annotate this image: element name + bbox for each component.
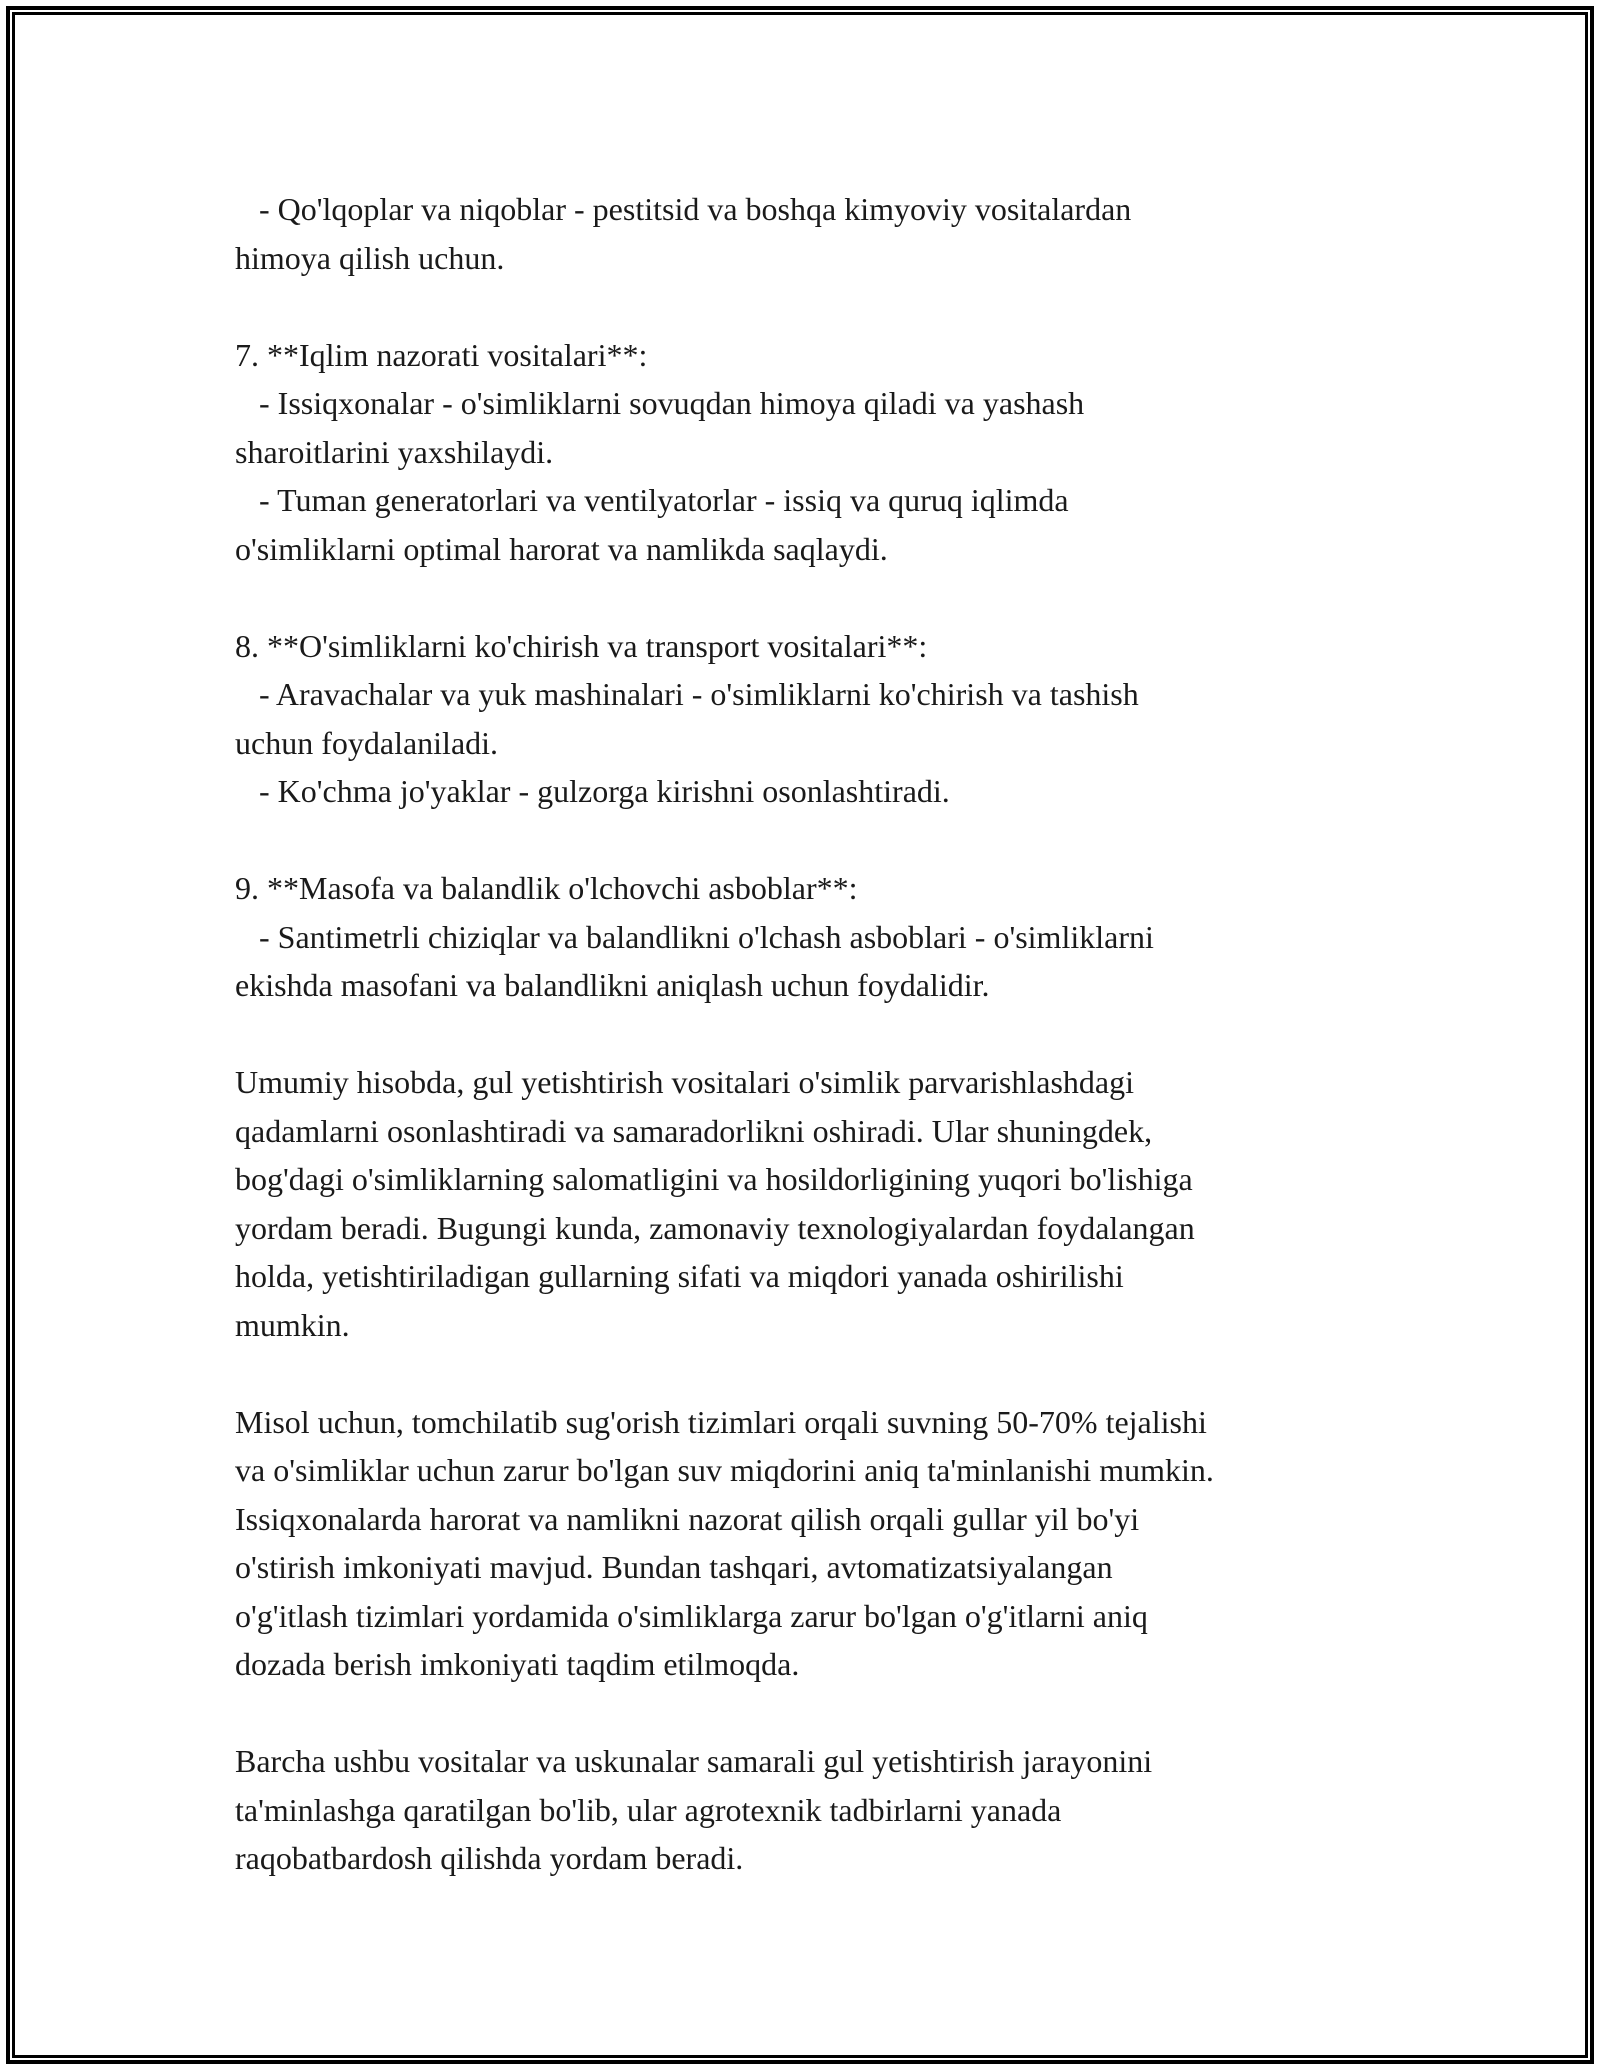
text-block — [235, 185, 1415, 282]
text-block — [235, 1058, 1415, 1349]
text-line: dozada berish imkoniyati taqdim etilmoqda. — [235, 1646, 800, 1682]
text-line: - Ko'chma jo'yaklar - gulzorga kirishni osonlashtiradi. — [235, 773, 950, 809]
text-line: ekishda masofani va balandlikni aniqlash uchun foydalidir. — [235, 967, 990, 1003]
text-line: uchun foydalaniladi. — [235, 724, 499, 761]
text-line: o'simliklarni optimal harorat va namlikda saqlaydi. — [235, 530, 888, 567]
text-line: Umumiy hisobda, gul yetishtirish vositalari o'simlik parvarishlashdagi — [235, 1064, 1134, 1100]
text-line: o'g'itlash tizimlari yordamida o'simliklarga zarur bo'lgan o'g'itlarni aniq — [235, 1597, 1148, 1634]
text-line: holda, yetishtiriladigan gullarning sifati va miqdori yanada oshirilishi — [235, 1258, 1124, 1294]
text-line: - Aravachalar va yuk mashinalari - o'simliklarni ko'chirish va tashish — [235, 676, 1139, 712]
text-line: - Tuman generatorlari va ventilyatorlar - issiq va quruq iqlimda — [235, 482, 1069, 518]
text-line: 8. **O'simliklarni ko'chirish va transport vositalari**: — [235, 627, 928, 664]
text-block — [235, 1737, 1415, 1883]
text-block — [235, 622, 1415, 816]
text-line: mumkin. — [235, 1306, 350, 1343]
text-line: himoya qilish uchun. — [235, 239, 505, 276]
text-line: Misol uchun, tomchilatib sug'orish tizimlari orqali suvning 50-70% tejalishi — [235, 1403, 1207, 1440]
text-line: sharoitlarini yaxshilaydi. — [235, 433, 554, 470]
text-line: Issiqxonalarda harorat va namlikni nazorat qilish orqali gullar yil bo'yi — [235, 1500, 1140, 1537]
text-line: Barcha ushbu vositalar va uskunalar samarali gul yetishtirish jarayonini — [235, 1743, 1153, 1779]
text-line: - Qo'lqoplar va niqoblar - pestitsid va boshqa kimyoviy vositalardan — [235, 191, 1132, 227]
text-block — [235, 864, 1415, 1010]
text-line: - Santimetrli chiziqlar va balandlikni o'lchash asboblari - o'simliklarni — [235, 918, 1154, 955]
text-block — [235, 331, 1415, 574]
text-line: 9. **Masofa va balandlik o'lchovchi asboblar**: — [235, 870, 858, 906]
document-body — [235, 185, 1415, 1931]
text-line: 7. **Iqlim nazorati vositalari**: — [235, 336, 648, 373]
text-line: qadamlarni osonlashtiradi va samaradorlikni oshiradi. Ular shuningdek, — [235, 1112, 1153, 1149]
text-line: ta'minlashga qaratilgan bo'lib, ular agrotexnik tadbirlarni yanada — [235, 1791, 1062, 1828]
text-line: - Issiqxonalar - o'simliklarni sovuqdan himoya qiladi va yashash — [235, 385, 1085, 421]
text-line: va o'simliklar uchun zarur bo'lgan suv miqdorini aniq ta'minlanishi mumkin. — [235, 1452, 1214, 1488]
text-block — [235, 1398, 1415, 1689]
text-line: raqobatbardosh qilishda yordam beradi. — [235, 1840, 744, 1876]
text-line: bog'dagi o'simliklarning salomatligini va hosildorligining yuqori bo'lishiga — [235, 1161, 1193, 1197]
text-line: o'stirish imkoniyati mavjud. Bundan tashqari, avtomatizatsiyalangan — [235, 1549, 1113, 1585]
text-line: yordam beradi. Bugungi kunda, zamonaviy texnologiyalardan foydalangan — [235, 1209, 1195, 1246]
